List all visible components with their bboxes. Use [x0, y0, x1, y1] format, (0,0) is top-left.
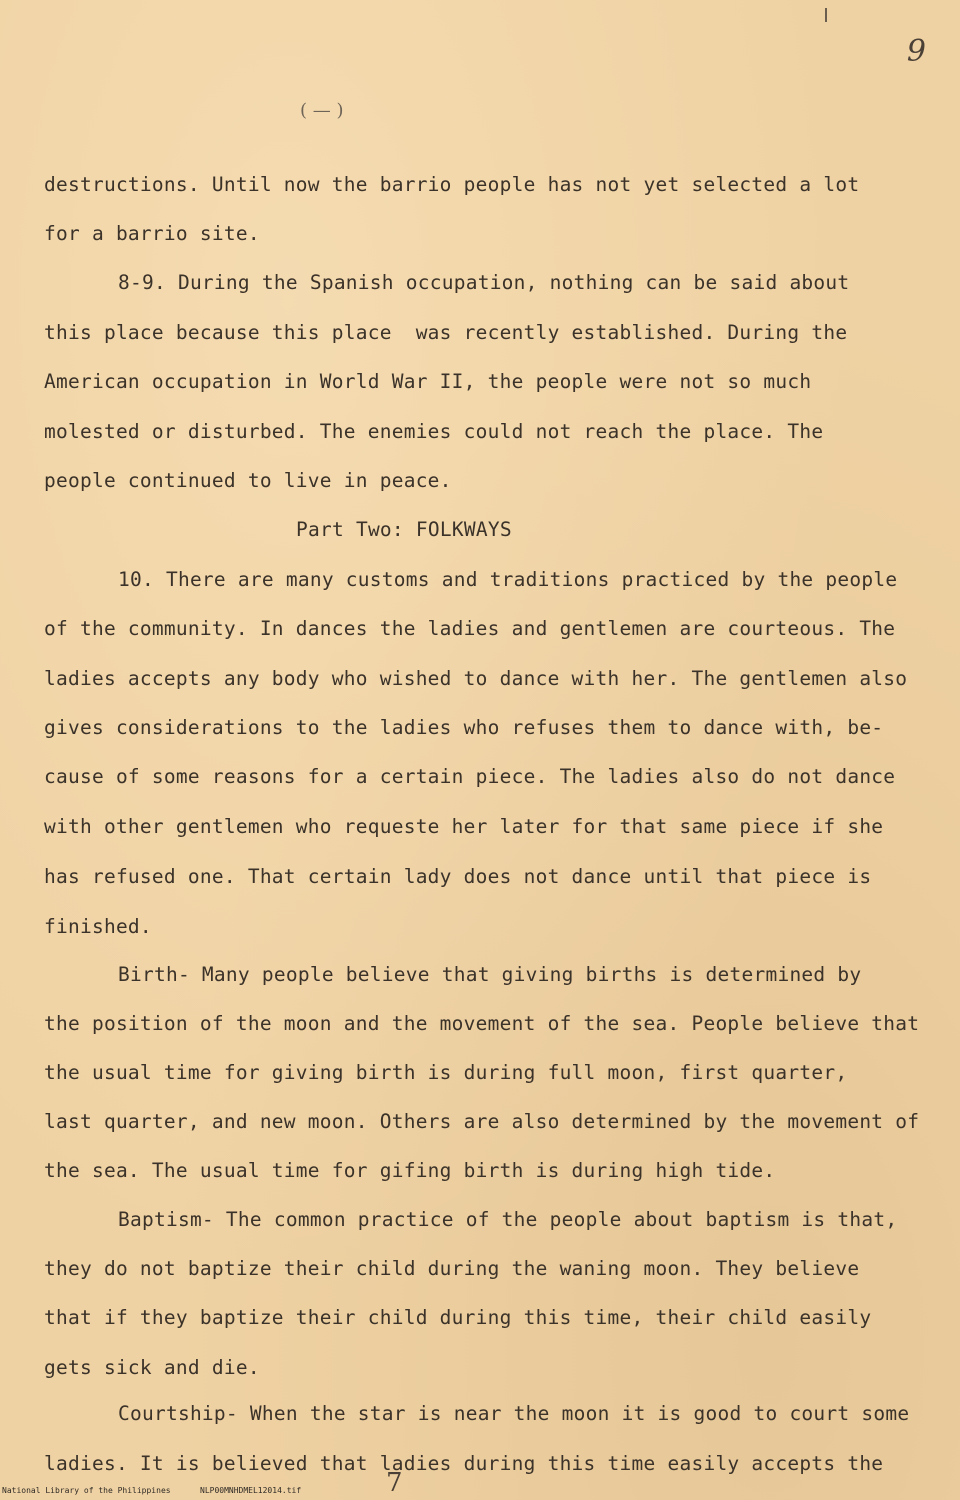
text-line: for a barrio site.: [44, 222, 260, 245]
text-line: American occupation in World War II, the people were not so much: [44, 370, 812, 393]
text-line: has refused one. That certain lady does not dance until that piece is: [44, 865, 872, 888]
text-line: 8-9. During the Spanish occupation, nothing can be said about: [118, 271, 850, 294]
text-line: cause of some reasons for a certain piece. The ladies also do not dance: [44, 765, 896, 788]
text-line: the position of the moon and the movement of the sea. People believe that: [44, 1012, 920, 1035]
text-line: Baptism- The common practice of the people about baptism is that,: [118, 1208, 898, 1231]
text-line: ladies. It is believed that ladies during this time easily accepts the: [44, 1452, 884, 1475]
text-line: the sea. The usual time for gifing birth is during high tide.: [44, 1159, 776, 1182]
text-line: that if they baptize their child during this time, their child easily: [44, 1306, 872, 1329]
page-number: 9: [906, 34, 926, 69]
text-line: gets sick and die.: [44, 1356, 260, 1379]
text-line: they do not baptize their child during the waning moon. They believe: [44, 1257, 860, 1280]
text-line: finished.: [44, 915, 152, 938]
text-line: of the community. In dances the ladies and gentlemen are courteous. The: [44, 617, 896, 640]
text-line: destructions. Until now the barrio people has not yet selected a lot: [44, 173, 860, 196]
footer-filename: NLP00MNHDMEL12014.tif: [200, 1486, 302, 1495]
bottom-page-mark: 7: [386, 1468, 403, 1498]
text-line: gives considerations to the ladies who refuses them to dance with, be-: [44, 716, 884, 739]
text-line: molested or disturbed. The enemies could not reach the place. The: [44, 420, 824, 443]
pencil-mark: [825, 8, 827, 22]
text-line: Courtship- When the star is near the moon it is good to court some: [118, 1402, 910, 1425]
text-line: with other gentlemen who requeste her later for that same piece if she: [44, 815, 884, 838]
text-line: Birth- Many people believe that giving births is determined by: [118, 963, 862, 986]
text-line: ladies accepts any body who wished to dance with her. The gentlemen also: [44, 667, 908, 690]
text-line: 10. There are many customs and traditions practiced by the people: [118, 568, 898, 591]
text-line: last quarter, and new moon. Others are also determined by the movement of: [44, 1110, 920, 1133]
section-heading: Part Two: FOLKWAYS: [296, 518, 512, 541]
scan-footer: [0, 1486, 960, 1498]
text-line: the usual time for giving birth is during full moon, first quarter,: [44, 1061, 848, 1084]
footer-library: National Library of the Philippines: [2, 1486, 171, 1495]
handwritten-mark: ( — ): [300, 100, 344, 121]
text-line: people continued to live in peace.: [44, 469, 452, 492]
text-line: this place because this place was recently established. During the: [44, 321, 848, 344]
